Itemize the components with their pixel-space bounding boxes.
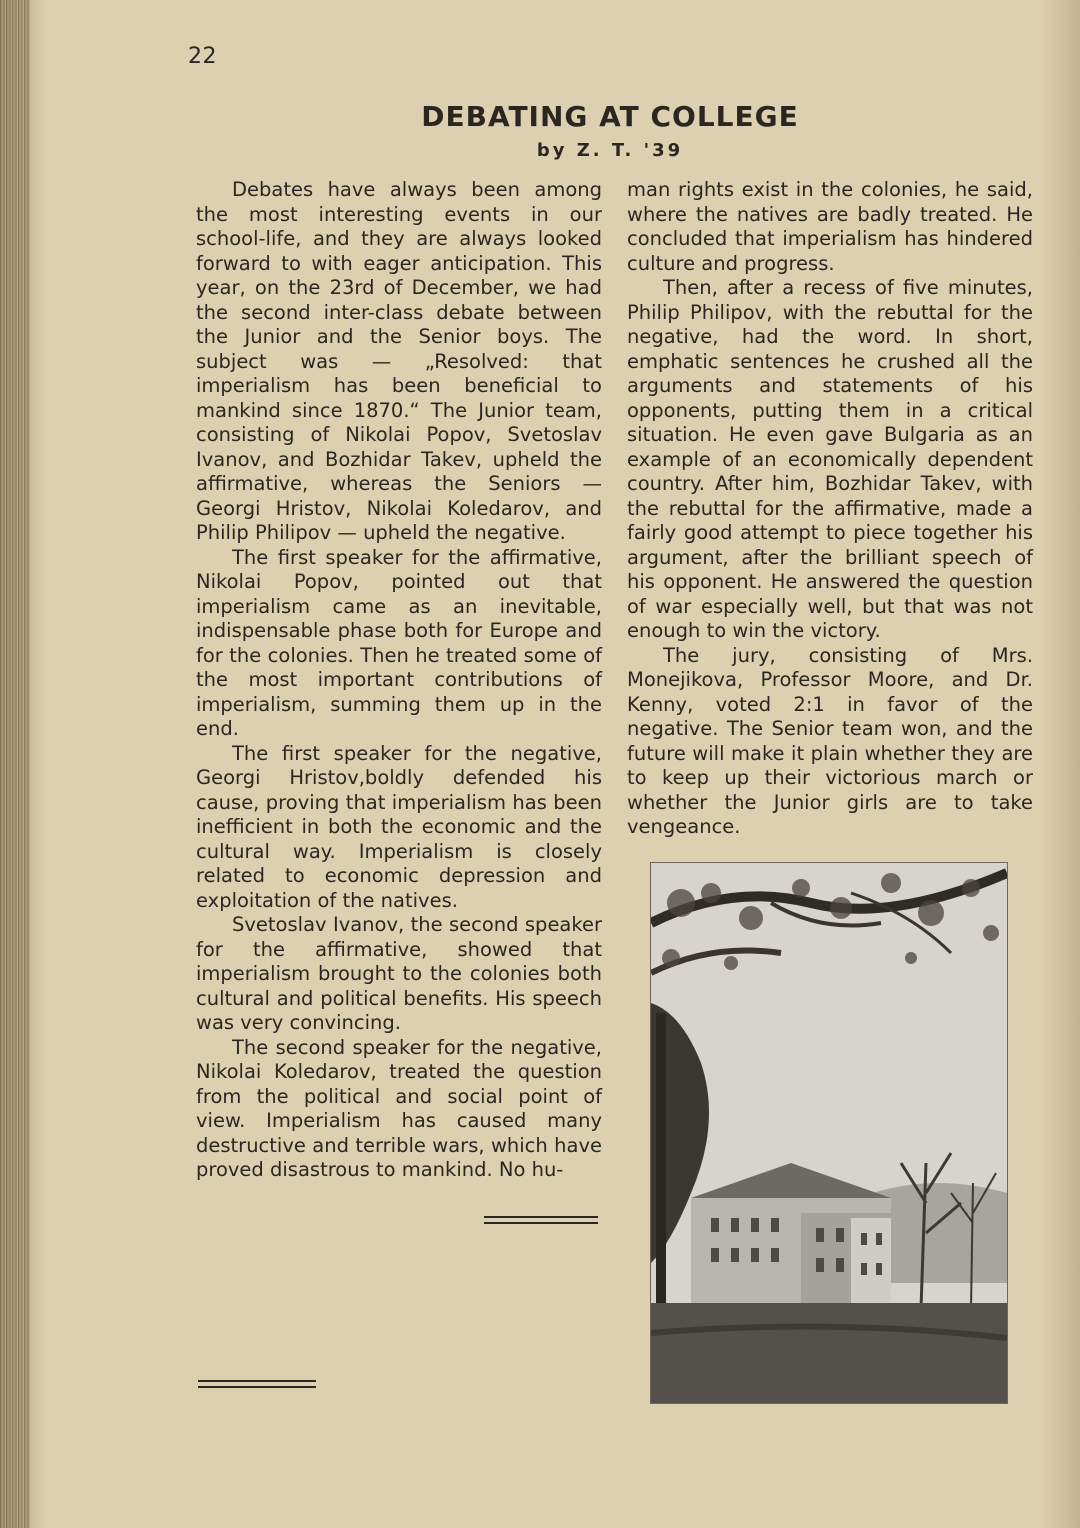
paragraph: man rights exist in the colonies, he said, where the natives are badly treated. He concluded that imperialism has hindered culture and progress. — [627, 178, 1033, 275]
paragraph: Debates have always been among the most interesting events in our school-life, and they are always looked forward to with eager anticipation. This year, on the 23rd of December, we had the second inter-class debate between the Junior and the Senior boys. The subject was — „Resolved: that imperialism has been beneficial to mankind since 1870.“ The Junior team, consisting of Nikolai Popov, Svetoslav Ivanov, and Bozhidar Takev, upheld the affirmative, whereas the Seniors — Georgi Hristov, Nikolai Koledarov, and Philip Philipov — upheld the negative. — [196, 178, 602, 544]
paragraph: The first speaker for the affirmative, Nikolai Popov, pointed out that imperialism came as an inevitable, indispensable phase both for Europe and for the colonies. Then he treated some of the most important contributions of imperialism, summing them up in the end. — [196, 545, 602, 740]
paragraph: The second speaker for the negative, Nikolai Koledarov, treated the question from the political and social point of view. Imperialism has caused many destructive and terrible wars, which have proved disastrous to mankind. No hu- — [196, 1035, 602, 1181]
article-byline: by Z. T. '39 — [536, 140, 684, 161]
paragraph: The jury, consisting of Mrs. Monejikova, Professor Moore, and Dr. Kenny, voted 2:1 in favor of the negative. The Senior team won, and the future will make it plain whether they are to keep up their victorious march or whether the Junior girls are to take vengeance. — [627, 643, 1033, 838]
college-building-photo — [650, 862, 1008, 1404]
double-rule-divider — [484, 1216, 598, 1224]
left-column — [196, 178, 602, 1183]
double-rule-divider — [198, 1380, 316, 1388]
paragraph: Svetoslav Ivanov, the second speaker for the affirmative, showed that imperialism brought to the colonies both cultural and political benefits. His speech was very convincing. — [196, 913, 602, 1034]
page-number: 22 — [188, 44, 217, 69]
article-title: DEBATING AT COLLEGE — [421, 100, 799, 133]
paragraph: Then, after a recess of five minutes, Philip Philipov, with the rebuttal for the negative, had the word. In short, emphatic sentences he crushed all the arguments and statements of his opponents, putting them in a critical situation. He even gave Bulgaria as an example of an economically dependent country. After him, Bozhidar Takev, with the rebuttal for the affirmative, made a fairly good attempt to piece together his argument, after the brilliant speech of his opponent. He answered the question of war especially well, but that was not enough to win the victory. — [627, 276, 1033, 642]
right-column — [627, 178, 1033, 840]
page-binding — [0, 0, 30, 1528]
paragraph: The first speaker for the negative, Georgi Hristov,boldly defended his cause, proving that imperialism has been inefficient in both the economic and the cultural way. Imperialism is closely related to economic depression and exploitation of the natives. — [196, 741, 602, 912]
photo-illustration — [651, 863, 1007, 1403]
